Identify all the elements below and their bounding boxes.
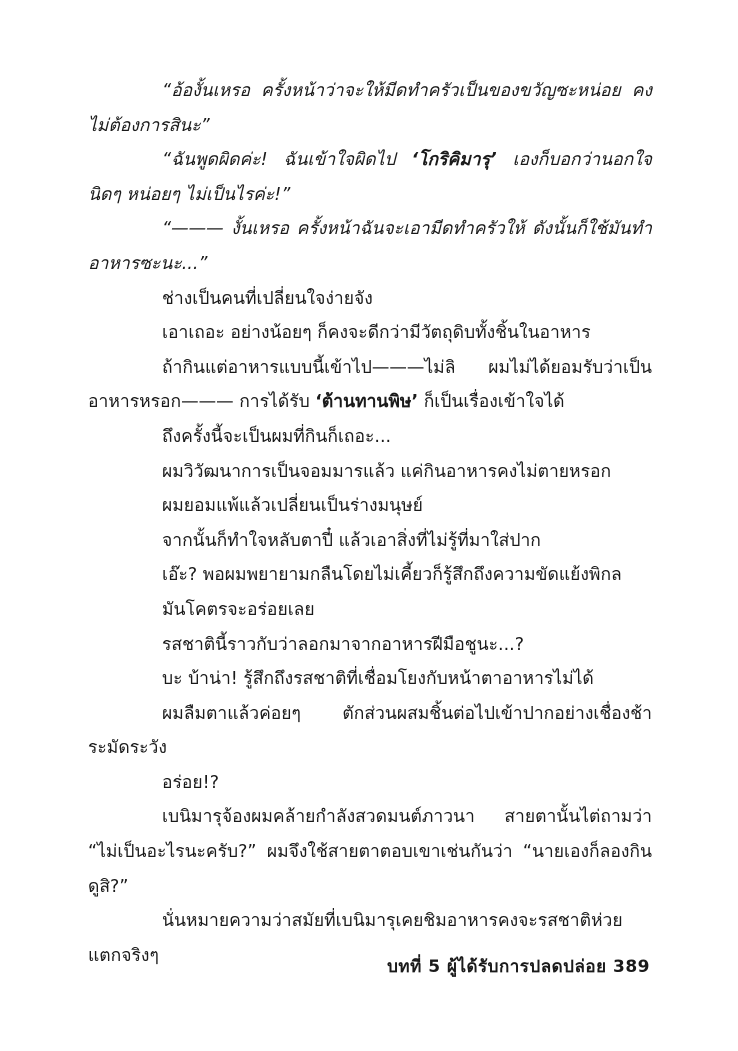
paragraph — [88, 593, 652, 628]
text-run: ถ้ากินแต่อาหารแบบนี้เข้าไป———ไม่ลิ ผมไม่ได้ยอมรับว่าเป็นอาหารหรอก——— การได้รับ — [88, 357, 652, 413]
text-run: เบนิมารุจ้องผมคล้ายกำลังสวดมนต์ภาวนา สายตานั้นไต่ถามว่า “ไม่เป็นอะไรนะครับ?” ผมจึงใช้สายตาตอบเขาเช่นกันว่า “นายเองก็ลองกินดูสิ?” — [88, 807, 652, 897]
paragraph — [88, 800, 652, 904]
text-run: “ฉันพูดผิดค่ะ! ฉันเข้าใจผิดไป — [162, 150, 412, 171]
text-run: รสชาตินี้ราวกับว่าลอกมาจากอาหารฝีมือชูนะ...? — [162, 634, 525, 655]
paragraph — [88, 282, 652, 317]
paragraph — [88, 766, 652, 801]
page-footer — [387, 953, 650, 980]
text-run: ก็เป็นเรื่องเข้าใจได้ — [418, 392, 565, 413]
chapter-title: บทที่ 5 ผู้ได้รับการปลดปล่อย — [387, 957, 607, 977]
text-run: ถึงครั้งนี้จะเป็นผมที่กินก็เถอะ... — [162, 426, 392, 447]
body-text — [88, 74, 652, 973]
paragraph — [88, 558, 652, 593]
paragraph — [88, 420, 652, 455]
page-number: 389 — [613, 957, 650, 977]
text-run: มันโคตรจะอร่อยเลย — [162, 599, 315, 620]
paragraph — [88, 628, 652, 663]
text-run: ช่างเป็นคนที่เปลี่ยนใจง่ายจัง — [162, 288, 373, 309]
paragraph — [88, 212, 652, 281]
text-run: เอ๊ะ? พอผมพยายามกลืนโดยไม่เคี้ยวก็รู้สึกถึงความขัดแย้งพิกล — [162, 565, 622, 586]
paragraph — [88, 662, 652, 697]
paragraph — [88, 143, 652, 212]
text-run: เองก็บอกว่านอกใจนิดๆ หน่อยๆ ไม่เป็นไรค่ะ!” — [88, 150, 652, 205]
paragraph — [88, 74, 652, 143]
text-run: ผมยอมแพ้แล้วเปลี่ยนเป็นร่างมนุษย์ — [162, 496, 423, 517]
paragraph — [88, 489, 652, 524]
paragraph — [88, 455, 652, 490]
paragraph — [88, 316, 652, 351]
emphasized-term: ‘โกริคิมารุ’ — [411, 150, 497, 171]
text-run: ผมวิวัฒนาการเป็นจอมมารแล้ว แค่กินอาหารคงไม่ตายหรอก — [162, 461, 612, 482]
text-run: “อ้องั้นเหรอ ครั้งหน้าว่าจะให้มีดทำครัวเป็นของขวัญซะหน่อย คงไม่ต้องการสินะ” — [88, 81, 652, 136]
paragraph — [88, 524, 652, 559]
text-run: จากนั้นก็ทำใจหลับตาปี๋ แล้วเอาสิ่งที่ไม่รู้ที่มาใส่ปาก — [162, 530, 541, 551]
text-run: บะ บ้าน่า! รู้สึกถึงรสชาติที่เชื่อมโยงกับหน้าตาอาหารไม่ได้ — [162, 669, 594, 690]
text-run: “——— งั้นเหรอ ครั้งหน้าฉันจะเอามีดทำครัวให้ ดังนั้นก็ใช้มันทำอาหารซะนะ...” — [88, 219, 652, 274]
text-run: ผมลืมตาแล้วค่อยๆ ตักส่วนผสมชิ้นต่อไปเข้าปากอย่างเชื่องช้าระมัดระวัง — [88, 703, 652, 759]
paragraph — [88, 697, 652, 766]
text-run: อร่อย!? — [162, 772, 219, 793]
text-run: นั่นหมายความว่าสมัยที่เบนิมารุเคยชิมอาหารคงจะรสชาติห่วยแตกจริงๆ — [88, 911, 623, 966]
text-run: เอาเถอะ อย่างน้อยๆ ก็คงจะดีกว่ามีวัตถุดิบทั้งชิ้นในอาหาร — [162, 323, 591, 344]
paragraph — [88, 351, 652, 420]
emphasized-term: ‘ต้านทานพิษ’ — [315, 392, 419, 413]
